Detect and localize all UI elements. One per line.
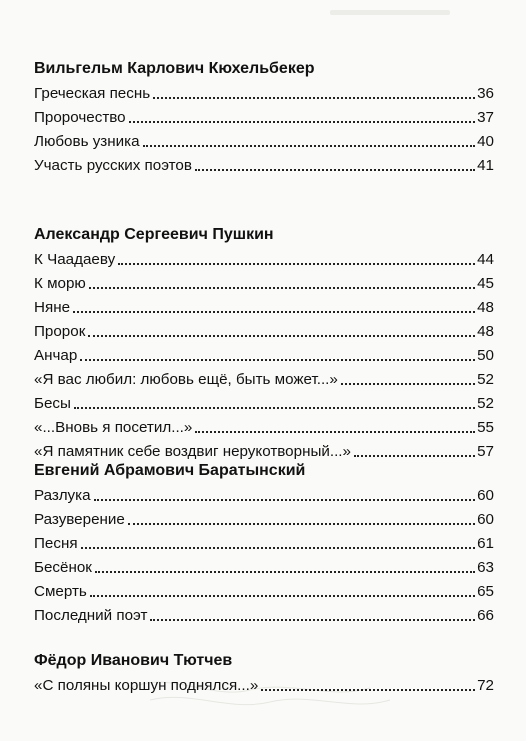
dot-leader xyxy=(80,359,475,361)
toc-section xyxy=(34,650,494,698)
toc-entry xyxy=(34,604,494,628)
entry-page: 65 xyxy=(477,583,494,600)
dot-leader xyxy=(74,407,475,409)
entry-title: Участь русских поэтов xyxy=(34,157,192,174)
entry-page: 57 xyxy=(477,443,494,460)
toc-entry xyxy=(34,344,494,368)
entry-page: 61 xyxy=(477,535,494,552)
toc-entry xyxy=(34,82,494,106)
entry-title: Анчар xyxy=(34,347,78,364)
entry-page: 41 xyxy=(477,157,494,174)
toc-entry xyxy=(34,154,494,178)
entry-page: 36 xyxy=(477,85,494,102)
entry-title: К Чаадаеву xyxy=(34,251,116,268)
entry-list xyxy=(34,674,494,698)
dot-leader xyxy=(73,311,475,313)
entry-page: 63 xyxy=(477,559,494,576)
entry-title: «Я вас любил: любовь ещё, быть может...» xyxy=(34,371,338,388)
entry-page: 60 xyxy=(477,511,494,528)
toc-entry xyxy=(34,296,494,320)
toc-section xyxy=(34,58,494,178)
entry-title: Последний поэт xyxy=(34,607,148,624)
entry-page: 48 xyxy=(477,299,494,316)
entry-title: «С поляны коршун поднялся...» xyxy=(34,677,259,694)
entry-page: 66 xyxy=(477,607,494,624)
toc-entry xyxy=(34,416,494,440)
dot-leader xyxy=(90,595,475,597)
entry-title: Бесёнок xyxy=(34,559,92,576)
dot-leader xyxy=(89,287,475,289)
toc-entry xyxy=(34,368,494,392)
entry-title: Смерть xyxy=(34,583,87,600)
toc-entry xyxy=(34,532,494,556)
toc-entry xyxy=(34,580,494,604)
entry-page: 37 xyxy=(477,109,494,126)
entry-page: 60 xyxy=(477,487,494,504)
toc-entry xyxy=(34,392,494,416)
dot-leader xyxy=(153,97,475,99)
dot-leader xyxy=(143,145,476,147)
dot-leader xyxy=(128,523,475,525)
dot-leader xyxy=(195,431,475,433)
entry-list xyxy=(34,484,494,628)
entry-page: 52 xyxy=(477,371,494,388)
entry-title: К морю xyxy=(34,275,86,292)
entry-title: «...Вновь я посетил...» xyxy=(34,419,193,436)
entry-page: 45 xyxy=(477,275,494,292)
toc-entry xyxy=(34,320,494,344)
dot-leader xyxy=(81,547,476,549)
toc-entry xyxy=(34,674,494,698)
entry-page: 52 xyxy=(477,395,494,412)
entry-page: 44 xyxy=(477,251,494,268)
toc-entry xyxy=(34,130,494,154)
entry-page: 72 xyxy=(477,677,494,694)
entry-title: Греческая песнь xyxy=(34,85,151,102)
entry-page: 55 xyxy=(477,419,494,436)
toc-entry xyxy=(34,484,494,508)
toc-entry xyxy=(34,556,494,580)
dot-leader xyxy=(129,121,475,123)
dot-leader xyxy=(150,619,475,621)
dot-leader xyxy=(118,263,475,265)
entry-title: Разуверение xyxy=(34,511,125,528)
entry-page: 50 xyxy=(477,347,494,364)
author-heading: Евгений Абрамович Баратынский xyxy=(34,462,306,479)
author-heading: Фёдор Иванович Тютчев xyxy=(34,652,233,669)
entry-title: Песня xyxy=(34,535,78,552)
dot-leader xyxy=(94,499,476,501)
entry-list xyxy=(34,82,494,178)
toc-section xyxy=(34,224,494,464)
entry-list xyxy=(34,248,494,464)
dot-leader xyxy=(341,383,475,385)
entry-title: «Я памятник себе воздвиг нерукотворный...» xyxy=(34,443,351,460)
entry-title: Пророк xyxy=(34,323,86,340)
author-heading: Александр Сергеевич Пушкин xyxy=(34,226,274,243)
toc-entry xyxy=(34,508,494,532)
toc-entry xyxy=(34,248,494,272)
entry-title: Пророчество xyxy=(34,109,126,126)
entry-title: Любовь узника xyxy=(34,133,140,150)
toc-entry xyxy=(34,106,494,130)
dot-leader xyxy=(195,169,475,171)
entry-title: Няне xyxy=(34,299,71,316)
entry-page: 40 xyxy=(477,133,494,150)
dot-leader xyxy=(95,571,475,573)
dot-leader xyxy=(261,689,475,691)
toc-entry xyxy=(34,272,494,296)
toc-section xyxy=(34,460,494,628)
entry-title: Бесы xyxy=(34,395,71,412)
entry-page: 48 xyxy=(477,323,494,340)
entry-title: Разлука xyxy=(34,487,91,504)
dot-leader xyxy=(354,455,475,457)
dot-leader xyxy=(88,335,475,337)
author-heading: Вильгельм Карлович Кюхельбекер xyxy=(34,60,315,77)
